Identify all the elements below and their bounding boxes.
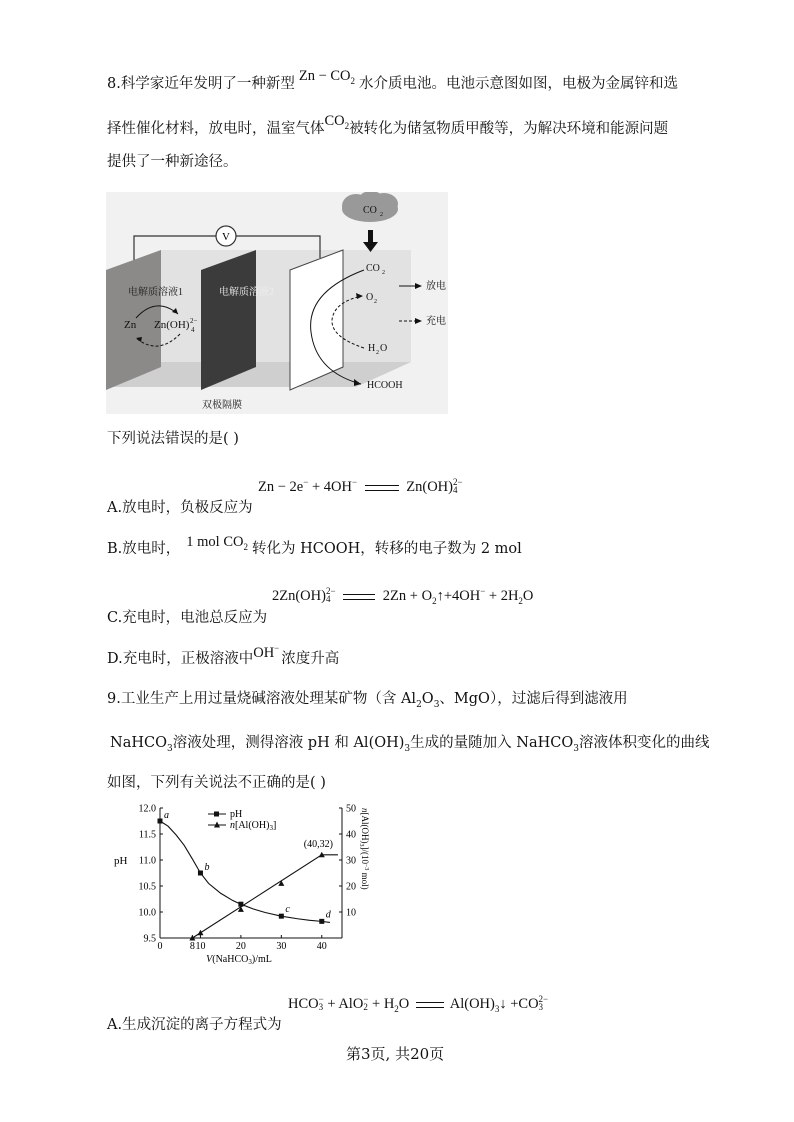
svg-text:4: 4 [191, 326, 195, 334]
legend-aloh-label: $n[Al(OH)_3]$ [230, 820, 277, 832]
option-d[interactable]: D.充电时，正极溶液中OH−浓度升高 [107, 643, 340, 667]
legend-ph-marker [214, 812, 219, 817]
y2-axis-title: $n[Al(OH)_3]/(10^{-3}$ mol) [358, 808, 370, 890]
x-axis-label: V(NaHCO$_3$)/mL [206, 954, 272, 966]
y2-tick-label: 20 [346, 881, 356, 893]
svg-text:2: 2 [380, 212, 383, 218]
catalyst-electrode [290, 250, 343, 390]
svg-text:充电: 充电 [426, 316, 446, 327]
page-number: 第3页, 共20页 [346, 1045, 445, 1063]
aloh3-point [238, 906, 244, 912]
svg-text:2−: 2− [190, 317, 198, 325]
y-axis-label: pH [114, 855, 128, 867]
battery-diagram [106, 192, 448, 414]
svg-text:Zn(OH): Zn(OH) [154, 319, 190, 331]
equation-a9: HCO − 3 + AlO − 2 + $H_2O$ $Al(OH)_3↓ +CO$ 2− 3 [288, 994, 549, 1014]
y2-tick-label: 30 [346, 855, 356, 867]
svg-text:CO: CO [366, 263, 380, 274]
ph-point [319, 919, 324, 924]
x-tick-label: 8 [189, 941, 195, 952]
ph-curve [160, 821, 330, 922]
x-tick-label: 30 [276, 941, 287, 952]
equation-c: 2Zn(OH) 2− 4 $2Zn + O_2↑+4OH^- + 2H_2O$ [272, 586, 534, 606]
svg-text:Zn: Zn [124, 319, 137, 331]
q8-line1: 8.科学家近年发明了一种新型 $Zn - CO_2$ 水介质电池。电池示意图如图，电极为金属锌和选 [107, 68, 679, 92]
aloh3-line [192, 855, 338, 938]
ph-point [198, 871, 203, 876]
svg-text:双极隔膜: 双极隔膜 [202, 400, 242, 411]
svg-text:O: O [366, 292, 374, 303]
legend-ph-label: pH [230, 809, 243, 820]
y2-tick-label: 10 [346, 907, 356, 919]
aloh3-point [278, 880, 284, 886]
bipolar-membrane [201, 250, 256, 390]
ph-aloh3-chart [110, 798, 370, 968]
x-tick-label: 10 [195, 941, 206, 952]
q9-line2: NaHCO$_3$溶液处理，测得溶液 pH 和 $Al(OH)_3$生成的量随加入 NaHCO$_3$溶液体积变化的曲线 [110, 735, 710, 754]
svg-text:H: H [368, 343, 376, 354]
ph-point-label: b [204, 862, 210, 873]
svg-text:电解质溶液1: 电解质溶液1 [128, 287, 183, 298]
q9-line3: 如图，下列有关说法不正确的是( ) [107, 775, 326, 791]
svg-text:2: 2 [376, 350, 379, 356]
y-tick-label: 12.0 [138, 803, 156, 815]
svg-text:电解质溶液2: 电解质溶液2 [219, 287, 274, 298]
ph-point-label: d [325, 909, 331, 921]
y2-tick-label: 40 [346, 829, 356, 841]
y-tick-label: 11.5 [138, 829, 156, 841]
ph-point [279, 914, 284, 919]
svg-text:CO: CO [363, 205, 377, 216]
aloh3-point [197, 930, 203, 936]
svg-text:O: O [380, 343, 388, 354]
q8-stem: 下列说法错误的是( ) [107, 431, 239, 447]
x-tick-label: 20 [235, 941, 246, 952]
ph-point-label: a [164, 810, 169, 821]
option-c[interactable]: C.充电时，电池总反应为 [107, 610, 268, 626]
q8-line3: 提供了一种新途径。 [107, 154, 238, 170]
y-tick-label: 11.0 [138, 855, 156, 867]
svg-text:HCOOH: HCOOH [367, 380, 403, 391]
q8-line2: 择性催化材料，放电时，温室气体$CO_2$被转化为储氢物质甲酸等，为解决环境和能源问题 [107, 113, 669, 137]
y-tick-label: 10.5 [138, 881, 156, 893]
x-tick-label: 0 [157, 941, 163, 952]
y-tick-label: 9.5 [143, 933, 156, 945]
svg-text:2: 2 [382, 270, 385, 276]
q9-line1: 9.工业生产上用过量烧碱溶液处理某矿物（含 $Al_2O_3$、MgO），过滤后得到滤液用 [107, 691, 628, 710]
svg-text:V: V [222, 231, 230, 243]
option-a[interactable]: A.放电时，负极反应为 [107, 500, 253, 516]
aloh3-annotation: (40,32) [303, 838, 333, 850]
ph-point [158, 819, 163, 824]
x-tick-label: 40 [316, 941, 327, 952]
option-a9[interactable]: A.生成沉淀的离子方程式为 [107, 1017, 282, 1033]
svg-text:放电: 放电 [426, 281, 446, 292]
option-b[interactable]: B.放电时， 1 mol $CO_2$ 转化为 HCOOH，转移的电子数为 2 mol [107, 534, 522, 557]
ph-point-label: c [285, 904, 290, 916]
y-tick-label: 10.0 [138, 907, 156, 919]
equation-a: Zn − 2e− + 4OH− Zn(OH) 2− 4 [258, 477, 463, 495]
svg-text:2: 2 [374, 299, 377, 305]
y2-tick-label: 50 [346, 803, 356, 815]
